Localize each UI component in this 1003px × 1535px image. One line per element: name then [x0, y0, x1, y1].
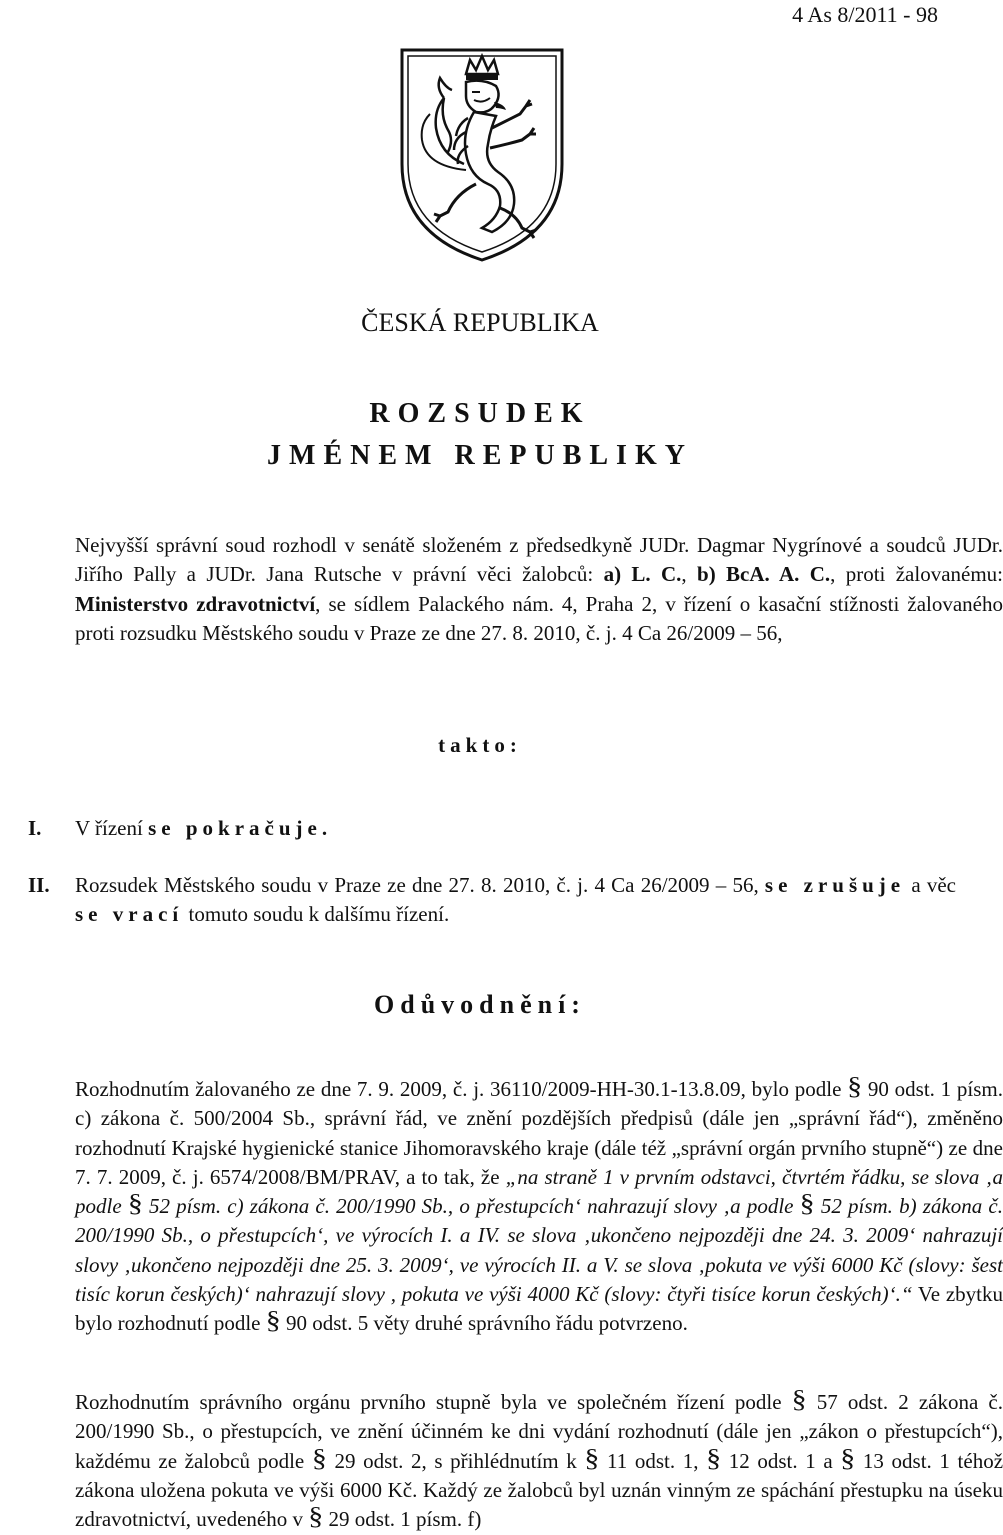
paragraph-text: 90 odst. 5 věty druhé správního řádu potvrzeno. — [280, 1311, 688, 1336]
intro-text-2: , — [681, 562, 698, 587]
takto-heading: takto: — [438, 733, 522, 757]
verdict-number: II. — [28, 873, 50, 897]
verdict-text: Rozsudek Městského soudu v Praze ze dne 27. 8. 2010, č. j. 4 Ca 26/2009 – 56, — [75, 873, 765, 897]
paragraph-text: 13 odst. 1 téhož zákona uložena pokuta ve výši 6000 Kč. Každý ze žalobců byl uznán vinným ze spáchání přestupku na úseku zdravotnictví, uvedeného v — [75, 1448, 1003, 1532]
paragraph-text: 29 odst. 1 písm. f) — [323, 1507, 482, 1532]
verdict-emphasis: se pokračuje. — [148, 816, 333, 840]
paragraph-text: 29 odst. 2, s přihlédnutím k — [326, 1448, 585, 1473]
czech-lion-coat-of-arms-icon — [396, 44, 568, 266]
reasoning-paragraph-1 — [28, 1072, 1003, 1339]
intro-text-1: Nejvyšší správní soud rozhodl v senátě složeném z předsedkyně JUDr. Dagmar Nygrínové a soudců JUDr. Jiřího Pally a JUDr. Jana Rutsche v právní věci žalobců: — [75, 533, 1003, 587]
quoted-text: 52 písm. b) zákona č. 200/1990 Sb., o přestupcích‘, ve výrocích I. a IV. se slova ‚ukončeno nejpozději dne 24. 3. 2009‘ nahrazují slovy ‚ukončeno nejpozději dne 25. 3. 2009‘, ve výrocích II. a V. se slova ‚pokuta ve výši 6000 Kč (slovy: šest tisíc korun českých)‘ nahrazují slovy , pokuta ve výši 4000 Kč (slovy: čtyři tisíce korun českých)‘.“ — [75, 1194, 1003, 1307]
plaintiff-a: a) L. C. — [603, 562, 682, 587]
paragraph-text: 11 odst. 1, — [599, 1448, 707, 1473]
paragraph-text: 90 odst. 1 písm. c) zákona č. 500/2004 Sb., správní řád, ve znění pozdějších předpisů (dále jen „správní řád“), změněno rozhodnutí Krajské hygienické stanice Jihomoravského kraje (dále též „správní orgán prvního stupně“) ze dne 7. 7. 2009, č. j. 6574/2008/BM/PRAV, a to tak, že — [75, 1077, 1003, 1189]
section-sign: § — [706, 1444, 722, 1473]
verdict-emphasis: se vrací — [75, 902, 184, 927]
quoted-text: „na straně 1 v prvním odstavci, čtvrtém řádku, se slova ‚a podle — [75, 1164, 1003, 1219]
country-name: ČESKÁ REPUBLIKA — [361, 308, 599, 337]
paragraph-text: Rozhodnutím správního orgánu prvního stupně byla ve společném řízení podle — [75, 1390, 792, 1414]
verdict-item-1 — [28, 814, 956, 843]
intro-paragraph — [28, 531, 1003, 648]
section-sign: § — [584, 1444, 600, 1473]
judgment-title: ROZSUDEK — [369, 398, 591, 429]
judgment-subtitle: JMÉNEM REPUBLIKY — [267, 440, 693, 471]
plaintiff-b: b) BcA. A. C. — [697, 562, 831, 587]
reasoning-heading: Odůvodnění: — [374, 990, 586, 1019]
paragraph-text: 57 odst. 2 zákona č. 200/1990 Sb., o přestupcích, ve znění účinném ke dni vydání rozhodnutí (dále jen „zákon o přestupcích“), každému ze žalobců podle — [75, 1390, 1003, 1473]
paragraph-text: 12 odst. 1 a — [721, 1448, 841, 1473]
paragraph-text: Rozhodnutím žalovaného ze dne 7. 9. 2009, č. j. 36110/2009-HH-30.1-13.8.09, bylo podle — [75, 1077, 848, 1101]
section-sign: § — [840, 1444, 856, 1473]
intro-text-3: , proti žalovanému: — [830, 562, 1003, 587]
section-sign: § — [791, 1385, 807, 1414]
quoted-text: 52 písm. c) zákona č. 200/1990 Sb., o přestupcích‘ nahrazují slovy ‚a podle — [142, 1194, 800, 1219]
section-sign: § — [311, 1444, 327, 1473]
section-sign: § — [265, 1306, 281, 1335]
verdict-emphasis: se zrušuje — [764, 873, 906, 897]
verdict-text: V řízení — [75, 816, 149, 840]
verdict-text: tomuto soudu k dalšímu řízení. — [183, 902, 450, 927]
section-sign: § — [847, 1072, 863, 1101]
verdict-item-2 — [28, 871, 956, 930]
section-sign: § — [308, 1502, 324, 1531]
intro-text-4: , se sídlem Palackého nám. 4, Praha 2, v řízení o kasační stížnosti žalovaného proti rozsudku Městského soudu v Praze ze dne 27. 8. 2010, č. j. 4 Ca 26/2009 – 56, — [75, 591, 1003, 645]
defendant: Ministerstvo zdravotnictví — [75, 591, 316, 616]
section-sign: § — [127, 1189, 143, 1218]
section-sign: § — [799, 1189, 815, 1218]
case-number: 4 As 8/2011 - 98 — [792, 2, 938, 27]
paragraph-text: Ve zbytku bylo rozhodnutí podle — [75, 1282, 1003, 1336]
verdict-text: a věc — [905, 873, 956, 897]
verdict-number: I. — [28, 816, 42, 840]
reasoning-paragraph-2 — [28, 1385, 1003, 1534]
